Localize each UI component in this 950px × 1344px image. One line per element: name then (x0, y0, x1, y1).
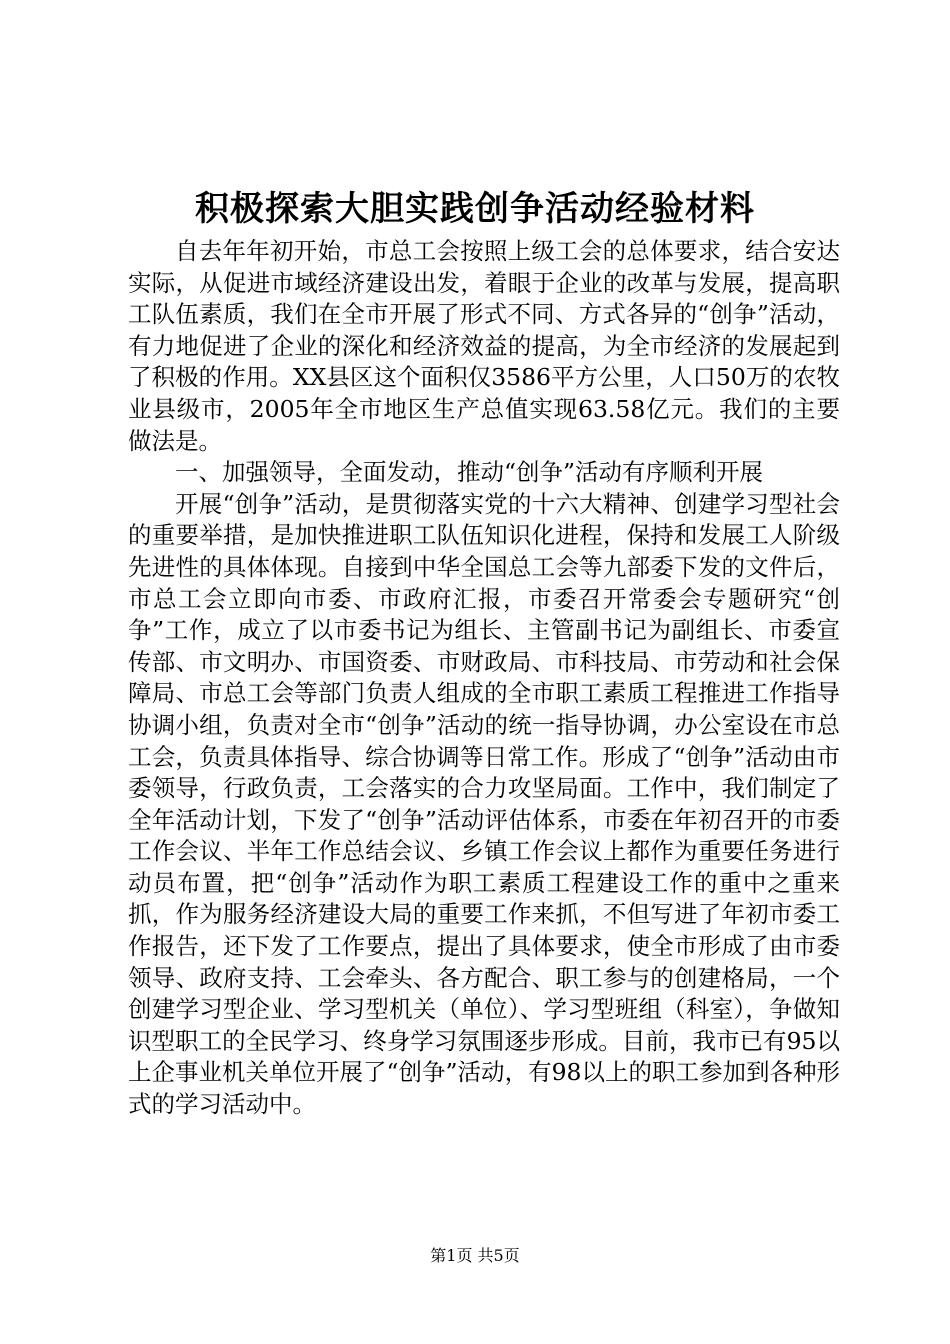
paragraph-section-1: 开展“创争”活动，是贯彻落实党的十六大精神、创建学习型社会的重要举措，是加快推进职工队伍知识化进程，保持和发展工人阶级先进性的具体体现。自接到中华全国总工会等九部委下发的文件后，市总工会立即向市委、市政府汇报，市委召开常委会专题研究“创争”工作，成立了以市委书记为组长、主管副书记为副组长、市委宣传部、市文明办、市国资委、市财政局、市科技局、市劳动和社会保障局、市总工会等部门负责人组成的全市职工素质工程推进工作指导协调小组，负责对全市“创争”活动的统一指导协调，办公室设在市总工会，负责具体指导、综合协调等日常工作。形成了“创争”活动由市委领导，行政负责，工会落实的合力攻坚局面。工作中，我们制定了全年活动计划，下发了“创争”活动评估体系，市委在年初召开的市委工作会议、半年工作总结会议、乡镇工作会议上都作为重要任务进行动员布置，把“创争”活动作为职工素质工程建设工作的重中之重来抓，作为服务经济建设大局的重要工作来抓，不但写进了年初市委工作报告，还下发了工作要点，提出了具体要求，使全市形成了由市委领导、政府支持、工会牵头、各方配合、职工参与的创建格局，一个创建学习型企业、学习型机关（单位）、学习型班组（科室），争做知识型职工的全民学习、终身学习氛围逐步形成。目前，我市已有95以上企事业机关单位开展了“创争”活动，有98以上的职工参加到各种形式的学习活动中。 (128, 489, 840, 1119)
document-title: 积极探索大胆实践创争活动经验材料 (195, 189, 755, 229)
document-body (128, 236, 840, 1121)
page-number-footer: 第1页 共5页 (430, 1246, 520, 1265)
section-heading-1: 一、加强领导，全面发动，推动“创争”活动有序顺利开展 (175, 458, 764, 487)
paragraph-intro: 自去年年初开始，市总工会按照上级工会的总体要求，结合安达实际，从促进市域经济建设出发，着眼于企业的改革与发展，提高职工队伍素质，我们在全市开展了形式不同、方式各异的“创争”活动，有力地促进了企业的深化和经济效益的提高，为全市经济的发展起到了积极的作用。XX县区这个面积仅3586平方公里，人口50万的农牧业县级市，2005年全市地区生产总值实现63.58亿元。我们的主要做法是。 (128, 237, 840, 455)
